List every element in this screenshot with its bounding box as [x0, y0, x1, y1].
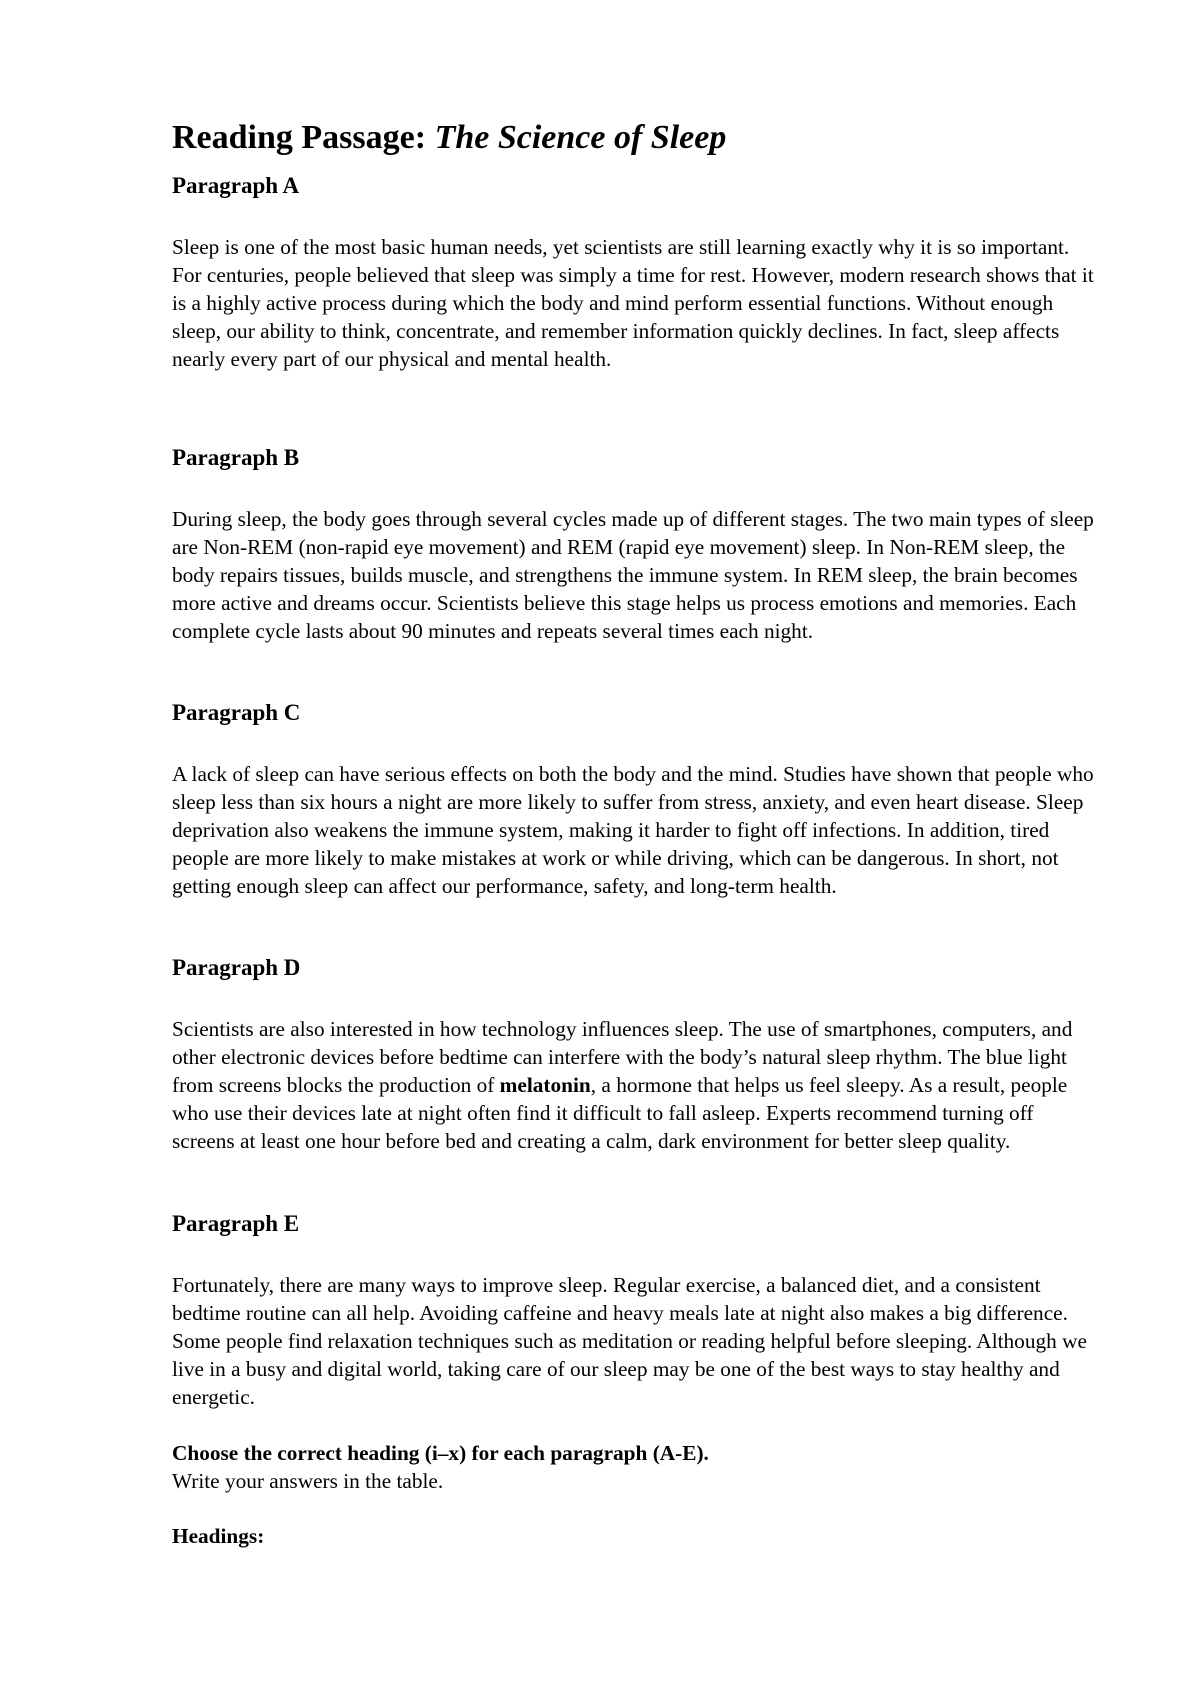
instruction-text: Write your answers in the table. [172, 1469, 444, 1493]
instruction-heading: Choose the correct heading (i–x) for each paragraph (A-E). [172, 1441, 709, 1465]
paragraph-b-heading: Paragraph B [172, 445, 300, 470]
paragraph-d-heading: Paragraph D [172, 955, 301, 980]
paragraph-a-heading: Paragraph A [172, 173, 300, 198]
headings-label: Headings: [172, 1524, 265, 1548]
paragraph-a-text: Sleep is one of the most basic human needs, yet scientists are still learning exactly why it is so important. For centuries, people believed that sleep was simply a time for rest. However, modern research shows that it is a highly active process during which the body and mind perform essential functions. Without enough sleep, our ability to think, concentrate, and remember information quickly declines. In fact, sleep affects nearly every part of our physical and mental health. [172, 235, 1094, 371]
title-prefix: Reading Passage: [172, 119, 435, 156]
paragraph-d-text [172, 1015, 1100, 1155]
paragraph-c-heading: Paragraph C [172, 700, 301, 725]
paragraph-d-text-before: Scientists are also interested in how technology influences sleep. The use of smartphones, computers, and other electronic devices before bedtime can interfere with the body’s natural sleep rhythm. The blue light from screens blocks the production of [172, 1017, 1073, 1097]
paragraph-e-text: Fortunately, there are many ways to improve sleep. Regular exercise, a balanced diet, and a consistent bedtime routine can all help. Avoiding caffeine and heavy meals late at night also makes a big difference. Some people find relaxation techniques such as meditation or reading helpful before sleeping. Although we live in a busy and digital world, taking care of our sleep may be one of the best ways to stay healthy and energetic. [172, 1273, 1087, 1409]
page-title [172, 116, 726, 160]
melatonin-term: melatonin [499, 1073, 591, 1097]
paragraph-e-heading: Paragraph E [172, 1211, 300, 1236]
paragraph-b-text: During sleep, the body goes through several cycles made up of different stages. The two main types of sleep are Non-REM (non-rapid eye movement) and REM (rapid eye movement) sleep. In Non-REM sleep, the body repairs tissues, builds muscle, and strengthens the immune system. In REM sleep, the brain becomes more active and dreams occur. Scientists believe this stage helps us process emotions and memories. Each complete cycle lasts about 90 minutes and repeats several times each night. [172, 507, 1094, 643]
paragraph-c-text: A lack of sleep can have serious effects on both the body and the mind. Studies have shown that people who sleep less than six hours a night are more likely to suffer from stress, anxiety, and even heart disease. Sleep deprivation also weakens the immune system, making it harder to fight off infections. In addition, tired people are more likely to make mistakes at work or while driving, which can be dangerous. In short, not getting enough sleep can affect our performance, safety, and long-term health. [172, 762, 1094, 898]
paragraph-d-text-after: , a hormone that helps us feel sleepy. As a result, people who use their devices late at night often find it difficult to fall asleep. Experts recommend turning off screens at least one hour before bed and creating a calm, dark environment for better sleep quality. [172, 1073, 1068, 1153]
title-italic: The Science of Sleep [434, 119, 727, 156]
